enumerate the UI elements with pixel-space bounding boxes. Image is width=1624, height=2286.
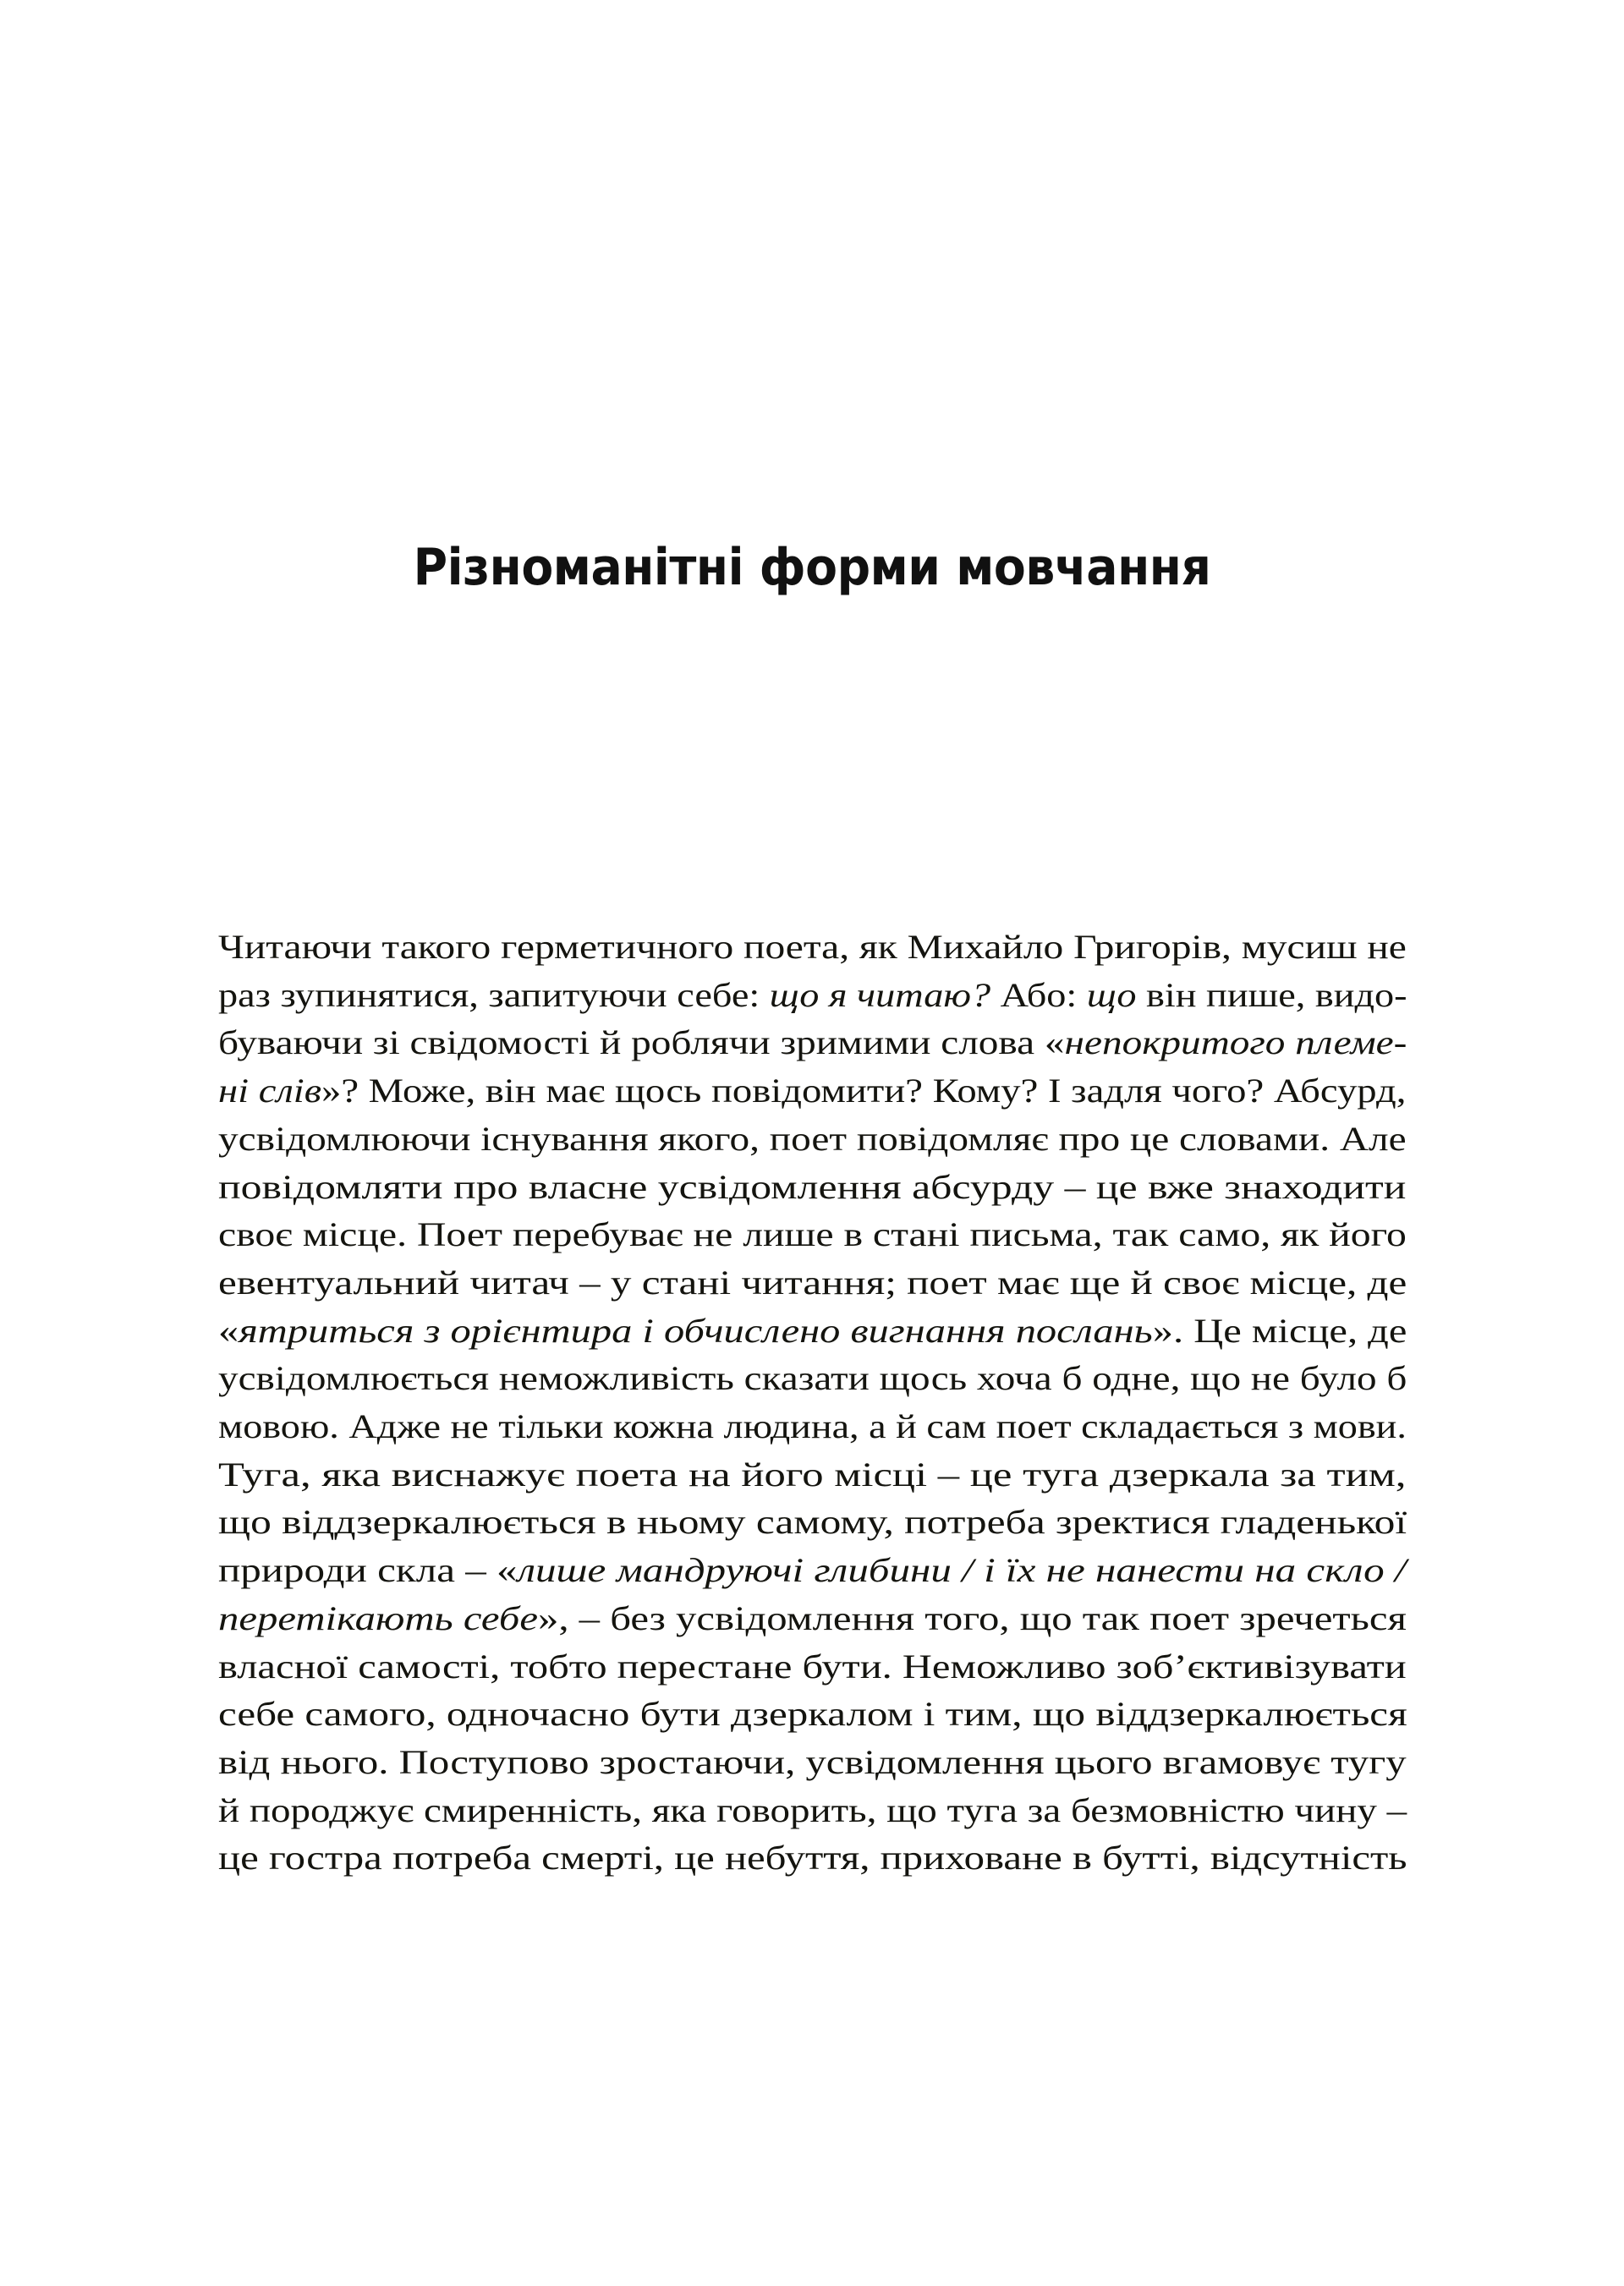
plain-text: мовою. Адже не тільки кожна людина, а й сам поет складається з мови.: [218, 1407, 1407, 1446]
text-line: [218, 1787, 1597, 1835]
plain-text: це гостра потреба смерті, це небуття, приховане в бутті, відсутність: [218, 1839, 1407, 1878]
plain-text: »? Може, він має щось повідомити? Кому? І задля чого? Абсурд,: [321, 1072, 1407, 1110]
text-line: [218, 1595, 1624, 1643]
text-line: [218, 1834, 1624, 1883]
emphasis-text: ятриться з орієнтира і обчислено вигнання послань: [239, 1311, 1153, 1350]
text-line: [218, 1116, 1606, 1164]
plain-text: Читаючи такого герметичного поета, як Михайло Григорів, мусиш не: [218, 928, 1407, 966]
text-line: [218, 924, 1610, 972]
plain-text: ». Це місце, де: [1152, 1311, 1407, 1350]
plain-text: евентуальний читач – у стані читання; поет має ще й своє місце, де: [218, 1263, 1407, 1302]
plain-text: Або:: [990, 975, 1087, 1014]
plain-text: себе самого, одночасно бути дзеркалом і тим, що віддзеркалюється: [218, 1695, 1407, 1734]
plain-text: від нього. Поступово зростаючи, усвідомлення цього вгамовує тугу: [218, 1742, 1407, 1781]
text-line: [218, 1547, 1624, 1595]
plain-text: усвідомлюється неможливість сказати щось хоча б одне, що не було б: [218, 1359, 1407, 1398]
emphasis-text: ні слів: [218, 1072, 321, 1110]
emphasis-text: лише мандруючі глибини / і їх не нанести на скло /: [517, 1551, 1407, 1590]
text-line: [218, 1499, 1624, 1547]
emphasis-text: непокритого племе-: [1064, 1023, 1407, 1062]
plain-text: усвідомлюючи існування якого, поет повідомляє про це словами. Але: [218, 1119, 1407, 1158]
text-line: [218, 1211, 1619, 1259]
plain-text: Туга, яка виснажує поета на його місці – це туга дзеркала за тим,: [218, 1455, 1407, 1494]
plain-text: буваючи зі свідомості й роблячи зримими слова «: [218, 1023, 1065, 1062]
plain-text: », – без усвідомлення того, що так поет зречеться: [537, 1598, 1407, 1637]
text-line: [218, 1739, 1624, 1787]
text-line: [218, 1259, 1624, 1307]
text-line: [218, 1403, 1572, 1451]
plain-text: раз зупинятися, запитуючи себе:: [218, 975, 770, 1014]
text-line: [218, 972, 1576, 1020]
plain-text: своє місце. Поет перебуває не лише в стані письма, так само, як його: [218, 1215, 1407, 1254]
emphasis-text: перетікають себе: [218, 1598, 538, 1637]
text-line: [218, 1164, 1624, 1212]
text-line: [218, 1451, 1624, 1499]
plain-text: власної самості, тобто перестане бути. Неможливо зоб’єктивізувати: [218, 1647, 1407, 1686]
emphasis-text: що я читаю?: [769, 975, 991, 1014]
text-line: [218, 1307, 1624, 1356]
page-title: Різноманітні форми мовчання: [413, 538, 1211, 598]
plain-text: природи скла – «: [218, 1551, 518, 1590]
plain-text: й породжує смиренність, яка говорить, що туга за безмовністю чину –: [218, 1790, 1407, 1829]
text-line: [218, 1691, 1624, 1739]
emphasis-text: що: [1086, 975, 1137, 1014]
text-line: [218, 1643, 1624, 1691]
body-paragraph: [218, 924, 1407, 1883]
plain-text: повідомляти про власне усвідомлення абсурду – це вже знаходити: [218, 1167, 1407, 1206]
plain-text: що віддзеркалюється в ньому самому, потреба зректися гладенької: [218, 1503, 1407, 1542]
text-line: [218, 1019, 1605, 1067]
plain-text: «: [218, 1311, 239, 1350]
text-line: [218, 1067, 1587, 1116]
plain-text: він пише, видо-: [1136, 975, 1407, 1014]
text-line: [218, 1355, 1601, 1403]
